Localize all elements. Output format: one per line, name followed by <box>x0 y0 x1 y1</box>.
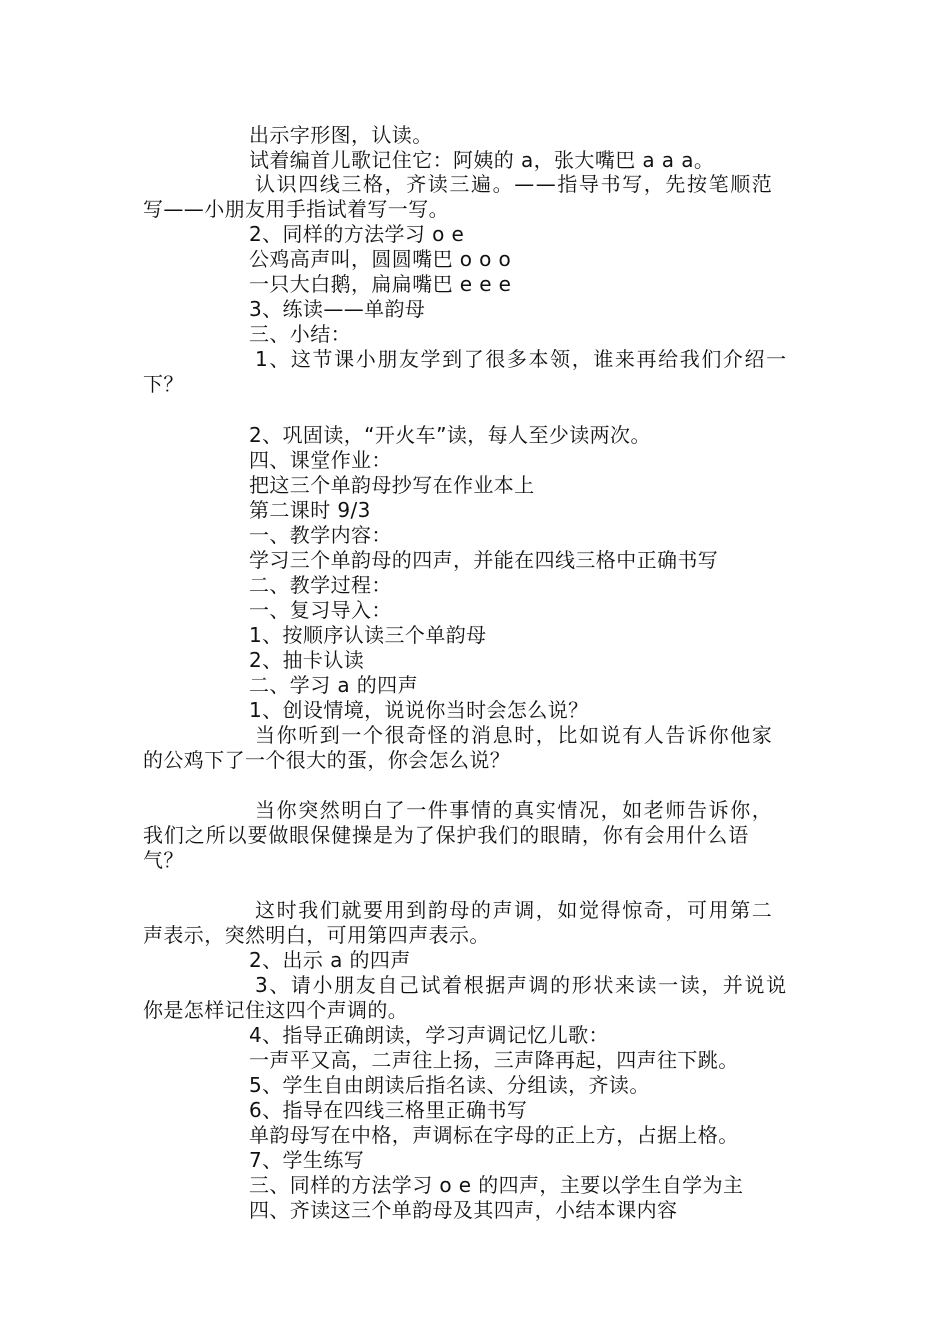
text-line: 一、教学内容： <box>249 523 392 547</box>
text-line: 单韵母写在中格，声调标在字母的正上方，占据上格。 <box>249 1123 739 1147</box>
text-line: 2、同样的方法学习 o e <box>249 222 465 246</box>
text-line: 的公鸡下了一个很大的蛋，你会怎么说？ <box>143 748 511 772</box>
text-line: 二、学习 a 的四声 <box>249 673 418 697</box>
text-line: 三、同样的方法学习 o e 的四声，主要以学生自学为主 <box>249 1173 744 1197</box>
text-line: 4、指导正确朗读，学习声调记忆儿歌： <box>249 1023 609 1047</box>
text-line: 第二课时 9/3 <box>249 498 371 522</box>
text-line: 2、抽卡认读 <box>249 648 365 672</box>
text-line: 1、这节课小朋友学到了很多本领，谁来再给我们介绍一 <box>255 347 788 371</box>
text-line: 5、学生自由朗读后指名读、分组读，齐读。 <box>249 1073 650 1097</box>
text-line: 下？ <box>143 372 184 396</box>
text-line: 7、学生练写 <box>249 1148 365 1172</box>
text-line: 声表示，突然明白，可用第四声表示。 <box>143 923 490 947</box>
text-line: 学习三个单韵母的四声，并能在四线三格中正确书写 <box>249 548 719 572</box>
text-line: 这时我们就要用到韵母的声调，如觉得惊奇，可用第二 <box>255 898 774 922</box>
text-line: 一、复习导入： <box>249 598 392 622</box>
text-line: 1、创设情境，说说你当时会怎么说？ <box>249 698 589 722</box>
text-line: 1、按顺序认读三个单韵母 <box>249 623 487 647</box>
text-line: 你是怎样记住这四个声调的。 <box>143 998 409 1022</box>
text-line: 6、指导在四线三格里正确书写 <box>249 1098 528 1122</box>
text-line: 一只大白鹅，扁扁嘴巴 e e e <box>249 272 512 296</box>
text-line: 3、请小朋友自己试着根据声调的形状来读一读，并说说 <box>255 973 788 997</box>
text-line: 写——小朋友用手指试着写一写。 <box>143 197 449 221</box>
text-line: 当你突然明白了一件事情的真实情况，如老师告诉你， <box>255 798 774 822</box>
text-line: 三、小结： <box>249 322 351 346</box>
text-line: 出示字形图，认读。 <box>249 123 433 147</box>
text-line: 二、教学过程： <box>249 573 392 597</box>
text-line: 试着编首儿歌记住它：阿姨的 a，张大嘴巴 a a a。 <box>249 148 715 172</box>
text-line: 2、出示 a 的四声 <box>249 948 411 972</box>
text-line: 认识四线三格，齐读三遍。——指导书写，先按笔顺范 <box>255 172 774 196</box>
text-line: 我们之所以要做眼保健操是为了保护我们的眼睛，你有会用什么语 <box>143 823 750 847</box>
text-line: 当你听到一个很奇怪的消息时，比如说有人告诉你他家 <box>255 723 774 747</box>
text-line: 四、齐读这三个单韵母及其四声，小结本课内容 <box>249 1198 678 1222</box>
text-line: 把这三个单韵母抄写在作业本上 <box>249 473 535 497</box>
text-line: 3、练读——单韵母 <box>249 297 426 321</box>
text-line: 气？ <box>143 848 184 872</box>
text-line: 2、巩固读，“开火车”读，每人至少读两次。 <box>249 423 651 447</box>
text-line: 公鸡高声叫，圆圆嘴巴 o o o <box>249 247 512 271</box>
text-line: 一声平又高，二声往上扬，三声降再起，四声往下跳。 <box>249 1048 739 1072</box>
text-line: 四、课堂作业： <box>249 448 392 472</box>
